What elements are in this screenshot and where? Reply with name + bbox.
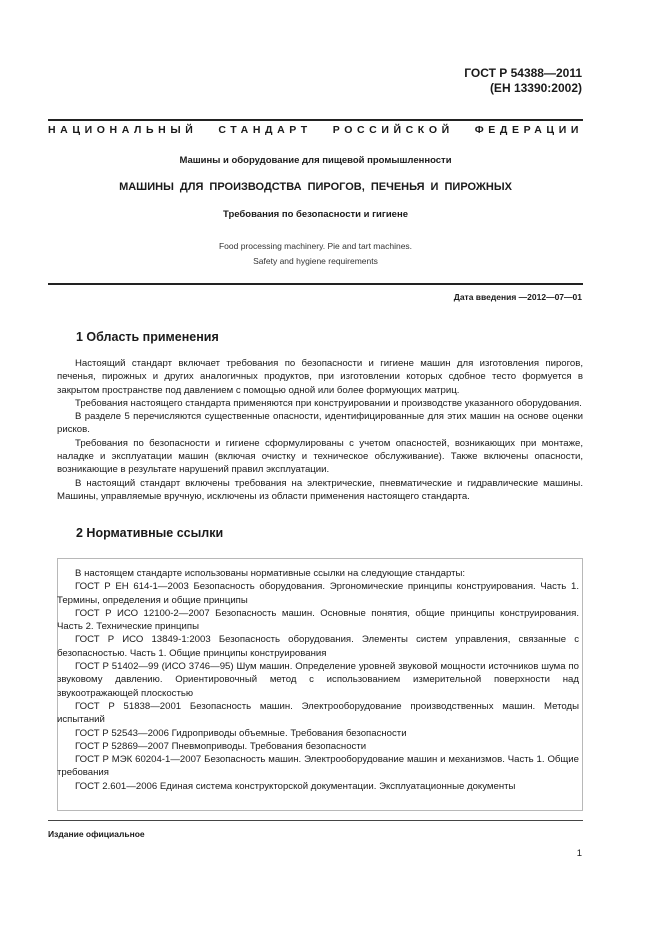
official-edition-label: Издание официальное xyxy=(48,829,145,839)
section-1-paragraph: В настоящий стандарт включены требования на электрические, пневматические и гидравлические машины. Машины, управляемые вручную, исключены из области применения настоящего стандарта. xyxy=(57,477,583,502)
standard-number-block xyxy=(464,66,582,96)
section-1-paragraph: Требования настоящего стандарта применяются при конструировании и производстве указанного оборудования. xyxy=(75,397,582,409)
main-title: МАШИНЫ ДЛЯ ПРОИЗВОДСТВА ПИРОГОВ, ПЕЧЕНЬЯ И ПИРОЖНЫХ xyxy=(119,181,512,193)
reference-item: ГОСТ 2.601—2006 Единая система конструкторской документации. Эксплуатационные документы xyxy=(75,780,516,792)
section-1-paragraph: В разделе 5 перечисляются существенные опасности, идентифицированные для этих машин на основе оценки рисков. xyxy=(57,411,583,436)
reference-item: ГОСТ Р 52543—2006 Гидроприводы объемные. Требования безопасности xyxy=(75,727,407,739)
reference-item: В настоящем стандарте использованы нормативные ссылки на следующие стандарты: xyxy=(75,568,466,579)
section-1-body xyxy=(57,357,583,503)
english-title xyxy=(48,239,583,269)
reference-item: ГОСТ Р 51402—99 (ИСО 3746—95) Шум машин. Определение уровней звуковой мощности источников шума по звуковому давлению. Ориентировочный метод с использованием измерительной поверхности над звукоотражающей плоскостью xyxy=(57,661,579,699)
reference-item: ГОСТ Р ИСО 13849-1:2003 Безопасность оборудования. Элементы систем управления, связанные с безопасностью. Часть 1. Общие принципы конструирования xyxy=(57,634,579,659)
section-1-paragraph: Требования по безопасности и гигиене сформулированы с учетом опасностей, возникающих при монтаже, наладке и эксплуатации машин (включая очистку и техническое обслуживание). Также включены опасности, возникающие в результате нарушений правил эксплуатации. xyxy=(57,437,583,476)
references-list xyxy=(57,567,579,793)
middle-divider xyxy=(48,283,583,285)
standard-number: ГОСТ Р 54388—2011 xyxy=(464,66,582,80)
footer-divider xyxy=(48,820,583,821)
standard-equivalent: (ЕН 13390:2002) xyxy=(489,81,582,95)
national-standard-banner: НАЦИОНАЛЬНЫЙ СТАНДАРТ РОССИЙСКОЙ ФЕДЕРАЦИИ xyxy=(48,124,583,136)
section-1-paragraph: Настоящий стандарт включает требования по безопасности и гигиене машин для изготовления пирогов, печенья, пирожных и других аналогичных продуктов, при изготовлении которых сдобное тесто формуется в закрытом пространстве под давлением с помощью одной или более формующих матриц. xyxy=(57,358,583,396)
reference-item: ГОСТ Р ЕН 614-1—2003 Безопасность оборудования. Эргономические принципы конструирования. Часть 1. Термины, определения и общие принципы xyxy=(57,581,579,606)
reference-item: ГОСТ Р 51838—2001 Безопасность машин. Электрооборудование производственных машин. Методы испытаний xyxy=(57,700,579,726)
page-number: 1 xyxy=(576,848,582,859)
reference-item: ГОСТ Р 52869—2007 Пневмоприводы. Требования безопасности xyxy=(75,740,367,752)
english-title-line-1: Food processing machinery. Pie and tart machines. xyxy=(218,241,413,251)
section-2-heading: 2 Нормативные ссылки xyxy=(76,526,224,540)
reference-item: ГОСТ Р ИСО 12100-2—2007 Безопасность машин. Основные понятия, общие принципы конструирования. Часть 2. Технические принципы xyxy=(57,607,579,633)
english-title-line-2: Safety and hygiene requirements xyxy=(253,256,378,266)
subtitle-category: Машины и оборудование для пищевой промышленности xyxy=(179,155,452,166)
reference-item: ГОСТ Р МЭК 60204-1—2007 Безопасность машин. Электрооборудование машин и механизмов. Часть 1. Общие требования xyxy=(57,754,579,779)
subtitle-requirements: Требования по безопасности и гигиене xyxy=(223,209,408,220)
top-divider xyxy=(48,119,583,121)
introduction-date: Дата введения —2012—07—01 xyxy=(453,292,582,302)
section-1-heading: 1 Область применения xyxy=(76,330,219,344)
